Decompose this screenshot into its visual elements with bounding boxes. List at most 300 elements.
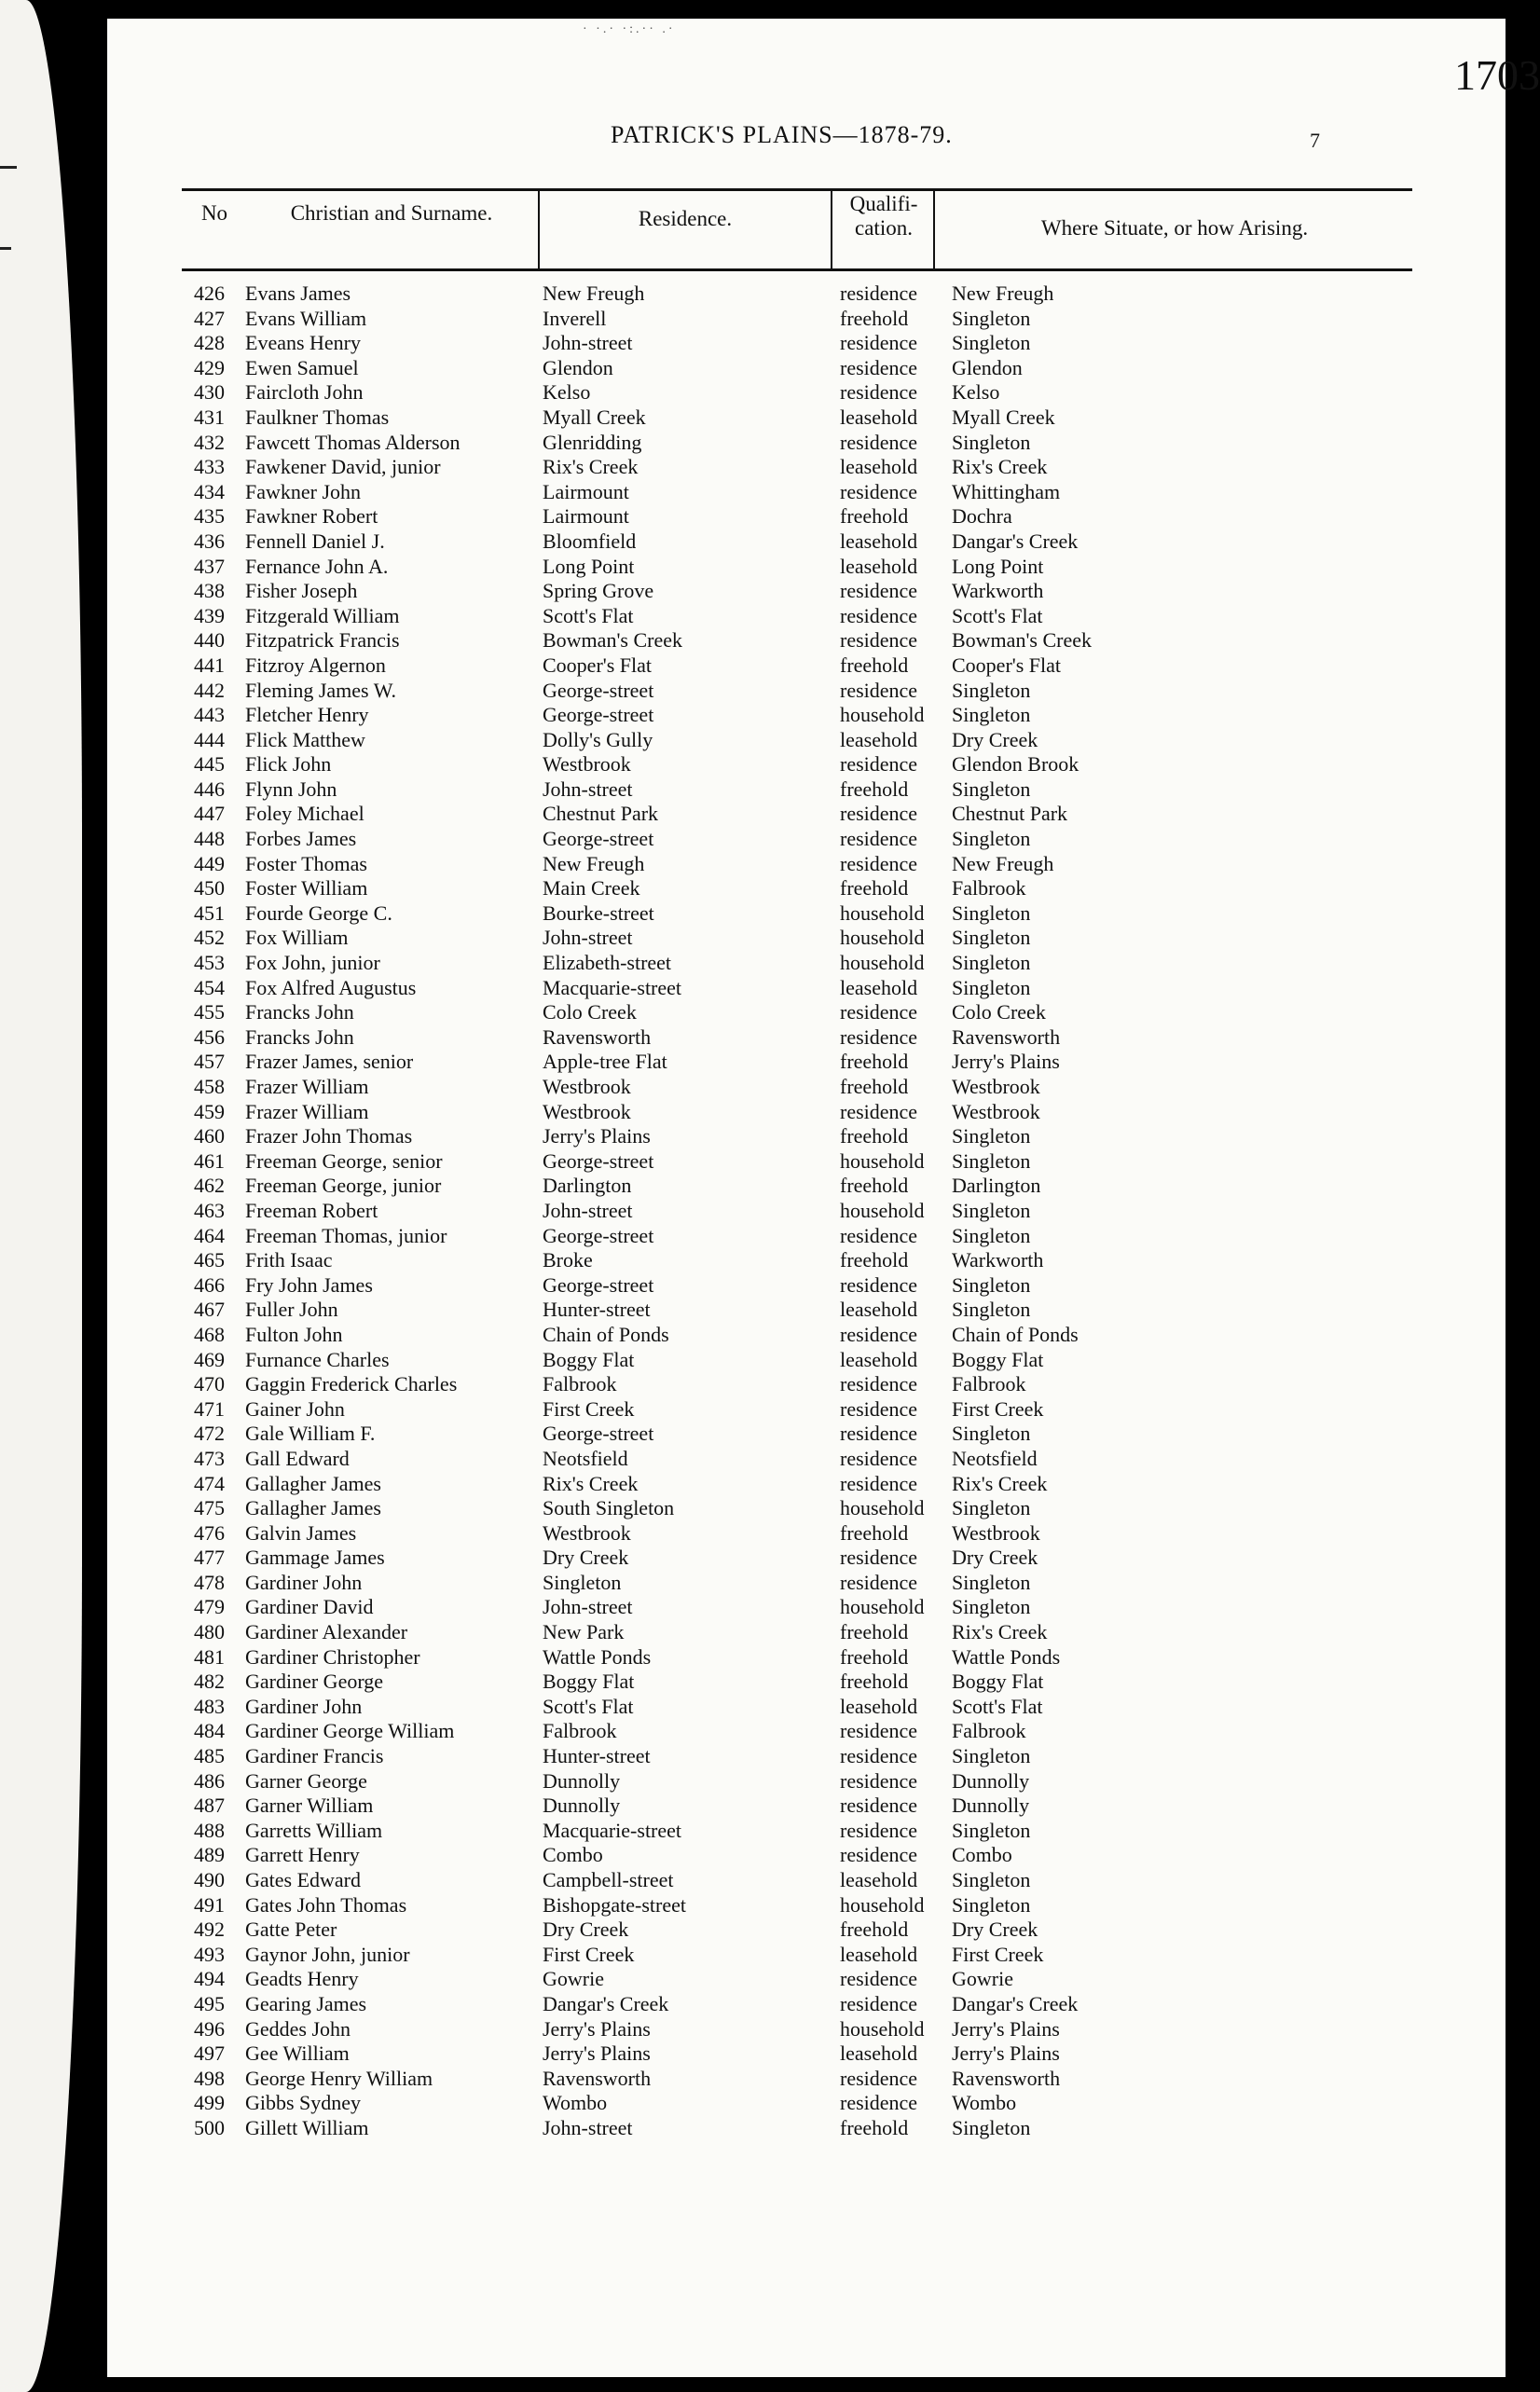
elector-name: Fuller John bbox=[245, 1298, 338, 1322]
elector-qualification: residence bbox=[840, 802, 918, 826]
elector-qualification: freehold bbox=[840, 1050, 909, 1074]
elector-residence: Bowman's Creek bbox=[543, 628, 682, 653]
elector-number: 447 bbox=[194, 802, 225, 826]
elector-residence: Main Creek bbox=[543, 876, 640, 900]
elector-where-situate: Dunnolly bbox=[952, 1768, 1030, 1793]
elector-qualification: residence bbox=[840, 1794, 918, 1818]
elector-number: 471 bbox=[194, 1396, 225, 1421]
elector-where-situate: Dry Creek bbox=[952, 1918, 1038, 1942]
elector-qualification: residence bbox=[840, 603, 918, 627]
table-row bbox=[107, 1546, 1506, 1571]
elector-name: Flick John bbox=[245, 752, 332, 777]
table-row bbox=[107, 2017, 1506, 2042]
elector-number: 482 bbox=[194, 1670, 225, 1694]
elector-residence: Hunter-street bbox=[543, 1744, 651, 1768]
elector-where-situate: Singleton bbox=[952, 1223, 1031, 1247]
table-row bbox=[107, 1695, 1506, 1720]
table-row bbox=[107, 2091, 1506, 2116]
elector-number: 485 bbox=[194, 1744, 225, 1768]
elector-number: 488 bbox=[194, 1818, 225, 1842]
elector-qualification: leasehold bbox=[840, 1868, 918, 1891]
elector-name: Galvin James bbox=[245, 1520, 357, 1545]
elector-qualification: residence bbox=[840, 1372, 918, 1396]
elector-residence: New Freugh bbox=[543, 282, 645, 305]
elector-residence: Dolly's Gully bbox=[543, 727, 653, 751]
elector-where-situate: Dochra bbox=[952, 504, 1012, 529]
elector-name: Fleming James W. bbox=[245, 678, 396, 702]
elector-residence: Ravensworth bbox=[543, 2066, 652, 2090]
elector-where-situate: Westbrook bbox=[952, 1099, 1040, 1123]
table-row bbox=[107, 827, 1506, 852]
elector-where-situate: Singleton bbox=[952, 1124, 1031, 1148]
elector-qualification: household bbox=[840, 1198, 925, 1222]
elector-qualification: freehold bbox=[840, 1520, 909, 1545]
elector-qualification: freehold bbox=[840, 1620, 909, 1644]
elector-where-situate: Falbrook bbox=[952, 1372, 1026, 1396]
elector-number: 476 bbox=[194, 1520, 225, 1545]
elector-qualification: household bbox=[840, 900, 925, 925]
elector-qualification: residence bbox=[840, 2091, 918, 2115]
elector-number: 439 bbox=[194, 603, 225, 627]
elector-number: 479 bbox=[194, 1595, 225, 1619]
elector-residence: Campbell-street bbox=[543, 1868, 674, 1891]
sheet-number: 7 bbox=[1310, 129, 1320, 152]
elector-qualification: freehold bbox=[840, 306, 909, 330]
elector-qualification: leasehold bbox=[840, 554, 918, 578]
elector-residence: Macquarie-street bbox=[543, 1818, 682, 1842]
elector-residence: Neotsfield bbox=[543, 1446, 628, 1470]
elector-residence: Lairmount bbox=[543, 504, 629, 529]
elector-where-situate: Singleton bbox=[952, 2115, 1031, 2139]
elector-where-situate: First Creek bbox=[952, 1396, 1044, 1421]
elector-qualification: residence bbox=[840, 1991, 918, 2015]
table-row bbox=[107, 1620, 1506, 1645]
elector-number: 477 bbox=[194, 1546, 225, 1570]
elector-residence: South Singleton bbox=[543, 1496, 675, 1520]
elector-qualification: household bbox=[840, 1148, 925, 1173]
elector-name: Fletcher Henry bbox=[245, 703, 369, 727]
table-row bbox=[107, 1719, 1506, 1744]
elector-number: 492 bbox=[194, 1918, 225, 1942]
elector-where-situate: Singleton bbox=[952, 331, 1031, 355]
elector-name: Frazer James, senior bbox=[245, 1050, 414, 1074]
elector-name: Fennell Daniel J. bbox=[245, 529, 385, 553]
elector-name: Freeman George, junior bbox=[245, 1174, 442, 1198]
elector-qualification: freehold bbox=[840, 2115, 909, 2139]
elector-number: 449 bbox=[194, 851, 225, 875]
elector-number: 493 bbox=[194, 1942, 225, 1966]
table-row bbox=[107, 1298, 1506, 1323]
elector-name: Freeman Thomas, junior bbox=[245, 1223, 447, 1247]
table-row bbox=[107, 331, 1506, 356]
elector-number: 478 bbox=[194, 1570, 225, 1594]
elector-where-situate: Neotsfield bbox=[952, 1446, 1038, 1470]
page-title: PATRICK'S PLAINS—1878-79. bbox=[611, 121, 953, 148]
elector-where-situate: Warkworth bbox=[952, 579, 1044, 603]
elector-qualification: residence bbox=[840, 479, 918, 503]
elector-residence: Jerry's Plains bbox=[543, 2016, 651, 2041]
elector-number: 435 bbox=[194, 504, 225, 529]
elector-qualification: residence bbox=[840, 1223, 918, 1247]
elector-number: 457 bbox=[194, 1050, 225, 1074]
table-row bbox=[107, 1323, 1506, 1348]
elector-name: Faulkner Thomas bbox=[245, 405, 390, 429]
elector-qualification: household bbox=[840, 703, 925, 727]
facing-page-edge bbox=[0, 0, 82, 2392]
elector-name: Fisher Joseph bbox=[245, 579, 358, 603]
elector-residence: Scott's Flat bbox=[543, 603, 634, 627]
elector-where-situate: Warkworth bbox=[952, 1248, 1044, 1272]
elector-where-situate: Colo Creek bbox=[952, 1000, 1046, 1024]
table-row bbox=[107, 307, 1506, 332]
table-row bbox=[107, 380, 1506, 406]
elector-qualification: residence bbox=[840, 1768, 918, 1793]
elector-qualification: freehold bbox=[840, 777, 909, 801]
elector-number: 432 bbox=[194, 430, 225, 454]
elector-number: 446 bbox=[194, 777, 225, 801]
elector-where-situate: Jerry's Plains bbox=[952, 1050, 1060, 1074]
elector-residence: Bloomfield bbox=[543, 529, 637, 553]
table-row bbox=[107, 1918, 1506, 1943]
table-row bbox=[107, 1794, 1506, 1819]
table-row bbox=[107, 777, 1506, 803]
elector-where-situate: Kelso bbox=[952, 380, 1000, 405]
elector-number: 459 bbox=[194, 1099, 225, 1123]
elector-name: Frith Isaac bbox=[245, 1248, 333, 1272]
elector-number: 467 bbox=[194, 1298, 225, 1322]
elector-residence: Long Point bbox=[543, 554, 635, 578]
elector-residence: Falbrook bbox=[543, 1719, 617, 1743]
elector-residence: George-street bbox=[543, 827, 654, 851]
elector-qualification: leasehold bbox=[840, 529, 918, 553]
table-row bbox=[107, 529, 1506, 555]
elector-qualification: residence bbox=[840, 1446, 918, 1470]
elector-where-situate: Boggy Flat bbox=[952, 1670, 1044, 1694]
elector-where-situate: Jerry's Plains bbox=[952, 2016, 1060, 2041]
elector-name: Francks John bbox=[245, 1000, 354, 1024]
elector-residence: Glenridding bbox=[543, 430, 642, 454]
elector-residence: Singleton bbox=[543, 1570, 622, 1594]
elector-number: 489 bbox=[194, 1843, 225, 1867]
elector-qualification: residence bbox=[840, 430, 918, 454]
elector-number: 452 bbox=[194, 926, 225, 950]
elector-qualification: residence bbox=[840, 2066, 918, 2090]
elector-residence: Bishopgate-street bbox=[543, 1892, 686, 1917]
elector-residence: George-street bbox=[543, 678, 654, 702]
table-row bbox=[107, 480, 1506, 505]
elector-name: Geadts Henry bbox=[245, 1967, 359, 1991]
elector-where-situate: Westbrook bbox=[952, 1520, 1040, 1545]
elector-residence: George-street bbox=[543, 1148, 654, 1173]
elector-name: Forbes James bbox=[245, 827, 357, 851]
elector-number: 490 bbox=[194, 1868, 225, 1891]
elector-number: 451 bbox=[194, 900, 225, 925]
table-row bbox=[107, 901, 1506, 927]
elector-number: 474 bbox=[194, 1471, 225, 1495]
elector-residence: Dunnolly bbox=[543, 1794, 621, 1818]
table-row bbox=[107, 1447, 1506, 1472]
elector-name: Frazer William bbox=[245, 1075, 369, 1098]
elector-residence: Lairmount bbox=[543, 479, 629, 503]
table-row bbox=[107, 628, 1506, 653]
column-divider bbox=[538, 188, 540, 268]
column-header-residence: Residence. bbox=[638, 207, 733, 230]
elector-name: Fourde George C. bbox=[245, 900, 392, 925]
elector-residence: Chestnut Park bbox=[543, 802, 659, 826]
elector-name: Gardiner Francis bbox=[245, 1744, 384, 1768]
table-row bbox=[107, 1397, 1506, 1423]
elector-name: Geddes John bbox=[245, 2016, 351, 2041]
elector-where-situate: Singleton bbox=[952, 1272, 1031, 1297]
elector-qualification: residence bbox=[840, 1843, 918, 1867]
elector-where-situate: Singleton bbox=[952, 1818, 1031, 1842]
elector-where-situate: Dangar's Creek bbox=[952, 1991, 1079, 2015]
elector-number: 442 bbox=[194, 678, 225, 702]
elector-name: Fitzroy Algernon bbox=[245, 653, 386, 677]
elector-number: 480 bbox=[194, 1620, 225, 1644]
elector-qualification: household bbox=[840, 951, 925, 975]
elector-name: Fitzpatrick Francis bbox=[245, 628, 400, 653]
elector-qualification: freehold bbox=[840, 1918, 909, 1942]
elector-residence: Inverell bbox=[543, 306, 607, 330]
elector-where-situate: Singleton bbox=[952, 703, 1031, 727]
elector-where-situate: Singleton bbox=[952, 678, 1031, 702]
table-row bbox=[107, 1819, 1506, 1844]
elector-number: 469 bbox=[194, 1347, 225, 1371]
elector-where-situate: Ravensworth bbox=[952, 1024, 1061, 1049]
column-divider bbox=[933, 188, 935, 268]
column-divider bbox=[831, 188, 832, 268]
table-row bbox=[107, 728, 1506, 753]
elector-where-situate: Darlington bbox=[952, 1174, 1041, 1198]
elector-residence: New Park bbox=[543, 1620, 625, 1644]
elector-name: Freeman Robert bbox=[245, 1198, 378, 1222]
elector-where-situate: Scott's Flat bbox=[952, 603, 1043, 627]
elector-residence: Falbrook bbox=[543, 1372, 617, 1396]
elector-qualification: residence bbox=[840, 579, 918, 603]
table-row bbox=[107, 802, 1506, 827]
elector-number: 426 bbox=[194, 282, 225, 305]
elector-residence: Dry Creek bbox=[543, 1918, 629, 1942]
table-row bbox=[107, 1571, 1506, 1596]
elector-number: 495 bbox=[194, 1991, 225, 2015]
column-header-no: No bbox=[200, 201, 228, 225]
elector-name: Gibbs Sydney bbox=[245, 2091, 362, 2115]
elector-number: 473 bbox=[194, 1446, 225, 1470]
elector-qualification: residence bbox=[840, 628, 918, 653]
elector-number: 491 bbox=[194, 1892, 225, 1917]
elector-qualification: freehold bbox=[840, 653, 909, 677]
elector-name: Gardiner Alexander bbox=[245, 1620, 408, 1644]
elector-where-situate: Chain of Ponds bbox=[952, 1322, 1079, 1346]
elector-name: Gates Edward bbox=[245, 1868, 362, 1891]
elector-name: Fox William bbox=[245, 926, 349, 950]
elector-residence: John-street bbox=[543, 777, 633, 801]
elector-residence: John-street bbox=[543, 331, 633, 355]
table-row bbox=[107, 1744, 1506, 1769]
elector-residence: Jerry's Plains bbox=[543, 2041, 651, 2066]
table-row bbox=[107, 1992, 1506, 2017]
elector-qualification: freehold bbox=[840, 1670, 909, 1694]
margin-mark bbox=[0, 247, 11, 250]
elector-residence: Kelso bbox=[543, 380, 591, 405]
elector-qualification: household bbox=[840, 926, 925, 950]
elector-name: Foster William bbox=[245, 876, 368, 900]
elector-qualification: residence bbox=[840, 1322, 918, 1346]
table-row bbox=[107, 2116, 1506, 2141]
elector-where-situate: Singleton bbox=[952, 1570, 1031, 1594]
elector-residence: Dangar's Creek bbox=[543, 1991, 669, 2015]
elector-number: 441 bbox=[194, 653, 225, 677]
elector-number: 462 bbox=[194, 1174, 225, 1198]
elector-name: Fawkener David, junior bbox=[245, 455, 441, 479]
elector-qualification: freehold bbox=[840, 1075, 909, 1098]
elector-residence: Boggy Flat bbox=[543, 1670, 635, 1694]
elector-number: 463 bbox=[194, 1198, 225, 1222]
elector-where-situate: Wombo bbox=[952, 2091, 1017, 2115]
elector-qualification: residence bbox=[840, 282, 918, 305]
elector-name: Fernance John A. bbox=[245, 554, 389, 578]
elector-residence: Macquarie-street bbox=[543, 975, 682, 999]
table-row bbox=[107, 1174, 1506, 1199]
elector-name: Frazer John Thomas bbox=[245, 1124, 413, 1148]
elector-where-situate: Wattle Ponds bbox=[952, 1644, 1061, 1669]
elector-residence: John-street bbox=[543, 926, 633, 950]
elector-name: Evans William bbox=[245, 306, 367, 330]
elector-name: Gatte Peter bbox=[245, 1918, 337, 1942]
page-number: 1703 bbox=[1454, 51, 1540, 99]
elector-number: 487 bbox=[194, 1794, 225, 1818]
elector-number: 497 bbox=[194, 2041, 225, 2066]
elector-number: 499 bbox=[194, 2091, 225, 2115]
table-row bbox=[107, 455, 1506, 480]
table-row bbox=[107, 1893, 1506, 1918]
table-row bbox=[107, 976, 1506, 1001]
elector-name: George Henry William bbox=[245, 2066, 433, 2090]
elector-name: Fawkner John bbox=[245, 479, 362, 503]
column-header-qualification bbox=[834, 192, 933, 241]
elector-residence: George-street bbox=[543, 1223, 654, 1247]
elector-where-situate: Falbrook bbox=[952, 876, 1026, 900]
elector-residence: Westbrook bbox=[543, 1075, 631, 1098]
elector-name: Gaggin Frederick Charles bbox=[245, 1372, 458, 1396]
elector-qualification: leasehold bbox=[840, 1942, 918, 1966]
elector-number: 498 bbox=[194, 2066, 225, 2090]
elector-number: 494 bbox=[194, 1967, 225, 1991]
column-header-qualification-line2: cation. bbox=[855, 216, 913, 240]
elector-where-situate: New Freugh bbox=[952, 282, 1054, 305]
elector-qualification: residence bbox=[840, 1000, 918, 1024]
table-row bbox=[107, 504, 1506, 529]
elector-where-situate: Gowrie bbox=[952, 1967, 1013, 1991]
elector-qualification: residence bbox=[840, 331, 918, 355]
elector-name: Fitzgerald William bbox=[245, 603, 400, 627]
elector-where-situate: Singleton bbox=[952, 1744, 1031, 1768]
elector-number: 468 bbox=[194, 1322, 225, 1346]
elector-residence: Apple-tree Flat bbox=[543, 1050, 667, 1074]
elector-qualification: leasehold bbox=[840, 1347, 918, 1371]
elector-qualification: leasehold bbox=[840, 455, 918, 479]
elector-where-situate: Dunnolly bbox=[952, 1794, 1030, 1818]
elector-where-situate: Combo bbox=[952, 1843, 1012, 1867]
elector-residence: George-street bbox=[543, 1422, 654, 1446]
elector-where-situate: Singleton bbox=[952, 1298, 1031, 1322]
elector-residence: Rix's Creek bbox=[543, 455, 639, 479]
elector-number: 484 bbox=[194, 1719, 225, 1743]
elector-where-situate: Singleton bbox=[952, 1198, 1031, 1222]
table-row bbox=[107, 1868, 1506, 1893]
elector-residence: First Creek bbox=[543, 1396, 635, 1421]
elector-number: 481 bbox=[194, 1644, 225, 1669]
elector-name: Ewen Samuel bbox=[245, 355, 359, 379]
elector-where-situate: Boggy Flat bbox=[952, 1347, 1044, 1371]
elector-where-situate: Singleton bbox=[952, 306, 1031, 330]
elector-name: Gardiner John bbox=[245, 1694, 363, 1718]
elector-name: Gardiner George William bbox=[245, 1719, 455, 1743]
table-row bbox=[107, 926, 1506, 951]
table-row bbox=[107, 1199, 1506, 1224]
table-row bbox=[107, 1372, 1506, 1397]
elector-where-situate: Singleton bbox=[952, 827, 1031, 851]
elector-residence: Wombo bbox=[543, 2091, 608, 2115]
elector-qualification: freehold bbox=[840, 504, 909, 529]
elector-name: Flick Matthew bbox=[245, 727, 365, 751]
elector-qualification: freehold bbox=[840, 1644, 909, 1669]
elector-name: Gardiner George bbox=[245, 1670, 384, 1694]
elector-qualification: residence bbox=[840, 1818, 918, 1842]
elector-where-situate: Long Point bbox=[952, 554, 1044, 578]
table-row bbox=[107, 431, 1506, 456]
elector-where-situate: Singleton bbox=[952, 1892, 1031, 1917]
elector-qualification: residence bbox=[840, 752, 918, 777]
elector-name: Fry John James bbox=[245, 1272, 373, 1297]
elector-residence: Elizabeth-street bbox=[543, 951, 672, 975]
elector-name: Gearing James bbox=[245, 1991, 367, 2015]
elector-residence: Dunnolly bbox=[543, 1768, 621, 1793]
elector-qualification: residence bbox=[840, 1272, 918, 1297]
elector-number: 434 bbox=[194, 479, 225, 503]
elector-where-situate: Glendon Brook bbox=[952, 752, 1079, 777]
elector-name: Faircloth John bbox=[245, 380, 364, 405]
elector-name: Gardiner Christopher bbox=[245, 1644, 420, 1669]
elector-name: Gall Edward bbox=[245, 1446, 350, 1470]
elector-qualification: residence bbox=[840, 1546, 918, 1570]
elector-name: Gale William F. bbox=[245, 1422, 376, 1446]
table-row bbox=[107, 1273, 1506, 1299]
elector-where-situate: Singleton bbox=[952, 926, 1031, 950]
table-row bbox=[107, 1943, 1506, 1968]
elector-qualification: leasehold bbox=[840, 727, 918, 751]
elector-number: 496 bbox=[194, 2016, 225, 2041]
elector-name: Fulton John bbox=[245, 1322, 343, 1346]
elector-qualification: leasehold bbox=[840, 405, 918, 429]
elector-number: 464 bbox=[194, 1223, 225, 1247]
elector-residence: John-street bbox=[543, 1198, 633, 1222]
elector-residence: Glendon bbox=[543, 355, 613, 379]
elector-where-situate: Cooper's Flat bbox=[952, 653, 1062, 677]
elector-where-situate: Rix's Creek bbox=[952, 455, 1048, 479]
elector-where-situate: Singleton bbox=[952, 1868, 1031, 1891]
elector-number: 500 bbox=[194, 2115, 225, 2139]
elector-name: Freeman George, senior bbox=[245, 1148, 443, 1173]
elector-number: 443 bbox=[194, 703, 225, 727]
elector-number: 460 bbox=[194, 1124, 225, 1148]
elector-residence: Gowrie bbox=[543, 1967, 604, 1991]
elector-residence: Broke bbox=[543, 1248, 593, 1272]
elector-residence: Cooper's Flat bbox=[543, 653, 653, 677]
elector-list bbox=[107, 282, 1506, 2141]
elector-where-situate: Dry Creek bbox=[952, 1546, 1038, 1570]
